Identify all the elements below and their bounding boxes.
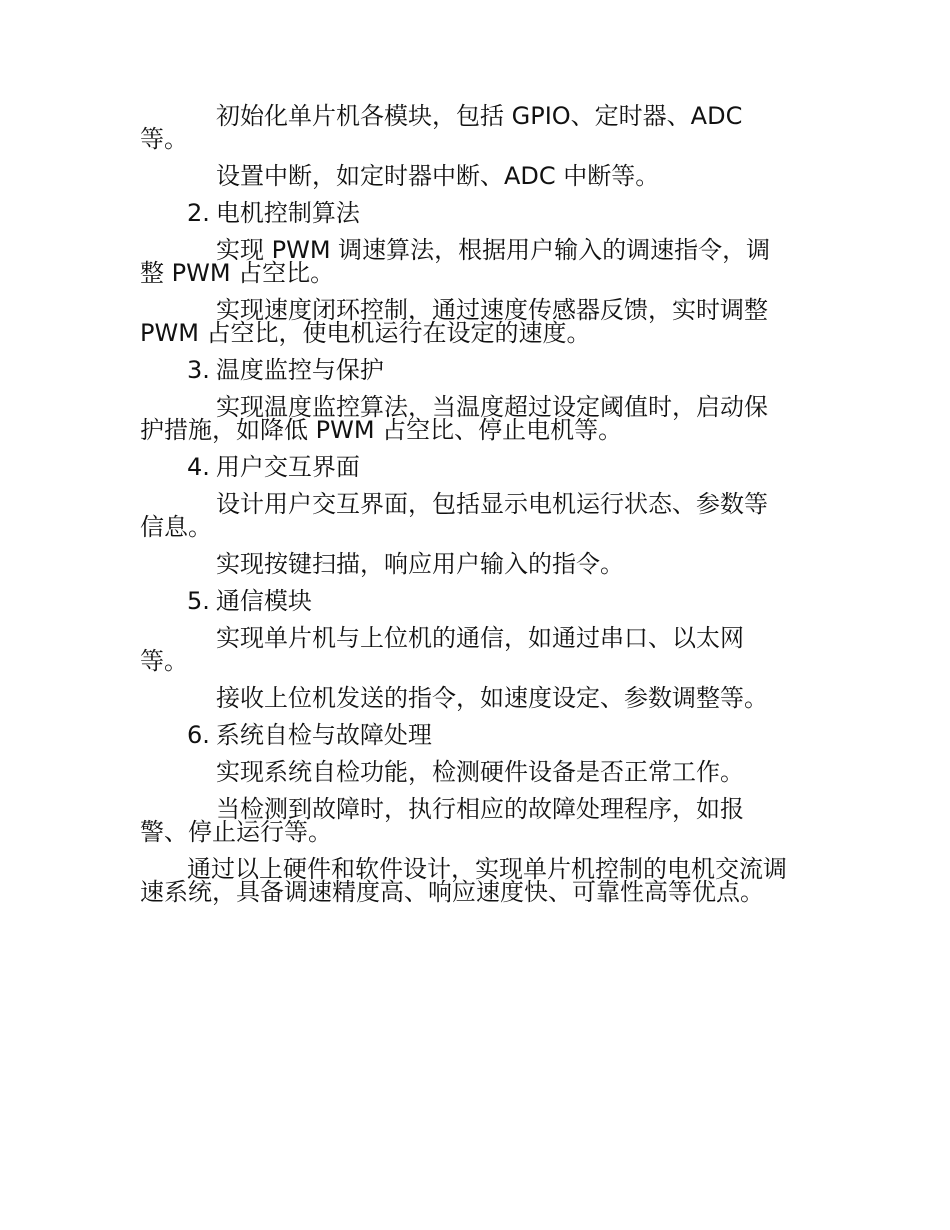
paragraph: 实现按键扫描，响应用户输入的指令。 — [216, 550, 624, 578]
paragraph: 实现温度监控算法，当温度超过设定阈值时，启动保护措施，如降低 PWM 占空比、停止电机等。 — [140, 393, 768, 444]
paragraph: 接收上位机发送的指令，如速度设定、参数调整等。 — [216, 684, 768, 712]
paragraph: 设置中断，如定时器中断、ADC 中断等。 — [216, 162, 660, 190]
section-number: 5. — [187, 587, 210, 615]
section-number: 6. — [187, 721, 210, 749]
paragraph: 实现系统自检功能，检测硬件设备是否正常工作。 — [216, 758, 744, 786]
summary-paragraph: 通过以上硬件和软件设计，实现单片机控制的电机交流调速系统，具备调速精度高、响应速度快、可靠性高等优点。 — [140, 855, 787, 906]
section-title: 电机控制算法 — [215, 199, 360, 227]
section-title: 温度监控与保护 — [215, 356, 384, 384]
section-heading — [140, 199, 790, 227]
paragraph: 初始化单片机各模块，包括 GPIO、定时器、ADC 等。 — [140, 102, 743, 153]
section-number: 4. — [187, 453, 210, 481]
section-number: 3. — [187, 356, 210, 384]
paragraph: 当检测到故障时，执行相应的故障处理程序，如报警、停止运行等。 — [140, 795, 744, 846]
section-heading — [140, 721, 790, 749]
section-heading — [140, 453, 790, 481]
paragraph: 设计用户交互界面，包括显示电机运行状态、参数等信息。 — [140, 490, 768, 541]
section-heading — [140, 587, 790, 615]
document-body — [140, 102, 790, 906]
section-title: 系统自检与故障处理 — [215, 721, 432, 749]
section-number: 2. — [187, 199, 210, 227]
section-title: 通信模块 — [215, 587, 312, 615]
section-title: 用户交互界面 — [215, 453, 360, 481]
paragraph: 实现速度闭环控制，通过速度传感器反馈，实时调整 PWM 占空比，使电机运行在设定的速度。 — [140, 296, 768, 347]
section-heading — [140, 356, 790, 384]
paragraph: 实现单片机与上位机的通信，如通过串口、以太网等。 — [140, 624, 744, 675]
paragraph: 实现 PWM 调速算法，根据用户输入的调速指令，调整 PWM 占空比。 — [140, 236, 771, 287]
